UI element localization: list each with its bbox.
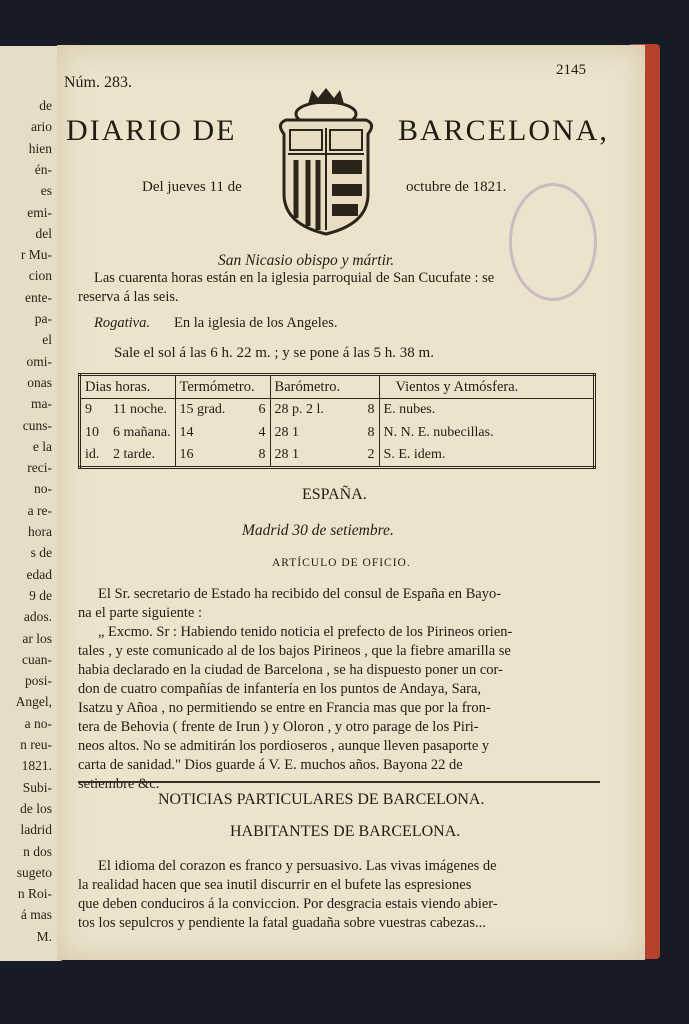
row-thermo: 14 bbox=[179, 424, 194, 440]
row-day: 10 bbox=[85, 424, 99, 440]
row-baro: 28 p. 2 l. bbox=[274, 402, 324, 418]
issue-number: Núm. 283. bbox=[64, 74, 132, 91]
saint-of-day: San Nicasio obispo y mártir. bbox=[218, 252, 395, 269]
row-thermo-fraction: 4 bbox=[258, 424, 266, 440]
subheading-oficio: ARTÍCULO DE OFICIO. bbox=[272, 557, 411, 569]
left-page-fragment: de los bbox=[20, 800, 52, 816]
forty-hours-line-2: reserva á las seis. bbox=[78, 289, 179, 305]
weather-row bbox=[80, 422, 595, 444]
subheading-habitantes: HABITANTES DE BARCELONA. bbox=[230, 823, 461, 840]
text-line: tos los sepulcros y pendiente la fatal guadaña sobre vuestras cabezas... bbox=[78, 915, 486, 931]
row-thermo-fraction: 6 bbox=[258, 402, 266, 418]
left-page-fragment: cuns- bbox=[22, 417, 52, 433]
row-wind: N. N. E. nubecillas. bbox=[383, 424, 494, 440]
left-page-fragment: de bbox=[39, 98, 52, 113]
left-page-fragment: ladrid bbox=[20, 822, 52, 838]
left-page-fragment: én- bbox=[34, 161, 52, 177]
left-page-fragment: M. bbox=[36, 928, 52, 944]
row-wind: E. nubes. bbox=[383, 402, 436, 418]
left-page-fragment: á mas bbox=[20, 907, 52, 923]
text-line: don de cuatro compañías de infantería en los puntos de Andaya, Sara, bbox=[78, 681, 482, 697]
left-page-fragment: ados. bbox=[23, 609, 52, 625]
row-baro-fraction: 2 bbox=[367, 446, 375, 462]
page-number: 2145 bbox=[556, 62, 586, 78]
left-page-fragment: 9 de bbox=[29, 587, 52, 603]
text-line: neos altos. No se admitirán los pordioseros , aunque lleven pasaporte y bbox=[78, 738, 490, 754]
text-line: „ Excmo. Sr : Habiendo tenido noticia el prefecto de los Pirineos orien- bbox=[98, 624, 513, 640]
weather-row bbox=[80, 444, 595, 468]
row-thermo: 16 bbox=[179, 446, 194, 462]
row-day: 9 bbox=[85, 402, 92, 418]
header-barometer: Barómetro. bbox=[270, 375, 379, 399]
left-page-fragment: r Mu- bbox=[20, 247, 52, 263]
left-page-fragment: 1821. bbox=[21, 758, 52, 774]
masthead-title-right: BARCELONA, bbox=[398, 114, 609, 147]
row-thermo-fraction: 8 bbox=[258, 446, 266, 462]
text-line: que deben conduciros á la conviccion. Por desgracia estais viendo abier- bbox=[78, 896, 498, 912]
date-left: Del jueves 11 de bbox=[142, 179, 242, 195]
left-page-fragment: sugeto bbox=[16, 864, 52, 880]
library-stamp bbox=[509, 183, 597, 301]
rogativa-label: Rogativa. bbox=[94, 315, 150, 331]
forty-hours-line-1: Las cuarenta horas están en la iglesia parroquial de San Cucufate : se bbox=[94, 270, 495, 286]
row-hour: 6 mañana. bbox=[113, 424, 171, 440]
espana-article bbox=[78, 585, 602, 794]
text-line: na el parte siguiente : bbox=[78, 605, 203, 621]
left-page-fragment: s de bbox=[30, 545, 52, 561]
row-baro: 28 1 bbox=[274, 446, 300, 462]
left-page-fragment: e la bbox=[32, 438, 52, 454]
left-page-fragment: cuan- bbox=[22, 651, 52, 667]
row-baro-fraction: 8 bbox=[367, 424, 375, 440]
weather-row bbox=[80, 399, 595, 422]
left-page-fragment: ma- bbox=[31, 396, 52, 412]
text-line: El idioma del corazon es franco y persuasivo. Las vivas imágenes de bbox=[98, 858, 497, 874]
noticias-article bbox=[78, 857, 602, 933]
row-day: id. bbox=[85, 446, 100, 462]
left-page-fragment: pa- bbox=[34, 311, 52, 326]
text-line: la realidad hacen que sea inutil discurrir en el bufete las espresiones bbox=[78, 877, 472, 893]
row-hour: 2 tarde. bbox=[113, 446, 155, 462]
left-page-fragment: n reu- bbox=[20, 737, 52, 752]
left-page-fragment: del bbox=[35, 225, 52, 241]
masthead-title-left: DIARIO DE bbox=[66, 114, 237, 147]
left-page-fragment: a no- bbox=[24, 715, 52, 731]
left-page-fragment: edad bbox=[26, 566, 52, 582]
left-page-fragment: emi- bbox=[27, 204, 52, 220]
row-baro: 28 1 bbox=[274, 424, 300, 440]
weather-header-row bbox=[80, 375, 595, 399]
header-winds: Vientos y Atmósfera. bbox=[379, 375, 594, 399]
left-page-fragment: ario bbox=[31, 119, 52, 135]
rogativa-text: En la iglesia de los Angeles. bbox=[174, 315, 338, 331]
section-heading-noticias: NOTICIAS PARTICULARES DE BARCELONA. bbox=[158, 791, 485, 808]
left-page-fragment: hora bbox=[28, 524, 52, 539]
text-line: tales , y este comunicado al de los bajos Pirineos , que la fiebre amarilla se bbox=[78, 643, 511, 659]
row-thermo: 15 grad. bbox=[179, 402, 226, 418]
left-page-fragment: reci- bbox=[27, 460, 52, 476]
text-line: El Sr. secretario de Estado ha recibido del consul de España en Bayo- bbox=[98, 586, 502, 602]
row-wind: S. E. idem. bbox=[383, 446, 446, 462]
left-page-fragment: cion bbox=[28, 268, 52, 284]
text-line: setiembre &c. bbox=[78, 776, 160, 792]
coat-of-arms-icon bbox=[272, 84, 380, 238]
left-page-fragment: ar los bbox=[22, 630, 52, 646]
left-page-fragment: es bbox=[40, 183, 52, 199]
section-heading-espana: ESPAÑA. bbox=[302, 486, 367, 503]
header-thermometer: Termómetro. bbox=[175, 375, 270, 399]
left-page-fragment: Angel, bbox=[15, 694, 52, 710]
left-page-fragment: n Roi- bbox=[17, 886, 52, 902]
left-page-fragment: ente- bbox=[25, 289, 52, 305]
text-line: tera de Behovia ( frente de Irun ) y Oloron , y otro parage de los Piri- bbox=[78, 719, 479, 735]
dateline-madrid: Madrid 30 de setiembre. bbox=[242, 522, 394, 539]
left-page-fragment: onas bbox=[27, 374, 52, 390]
sunrise-sunset: Sale el sol á las 6 h. 22 m. ; y se pone á las 5 h. 38 m. bbox=[114, 345, 434, 361]
date-right: octubre de 1821. bbox=[406, 179, 507, 195]
row-baro-fraction: 8 bbox=[367, 402, 375, 418]
text-line: Isatzu y Añoa , no permitiendo se entre en Francia mas que por la fron- bbox=[78, 700, 491, 716]
left-page-fragment: n dos bbox=[23, 843, 52, 859]
text-line: carta de sanidad." Dios guarde á V. E. muchos años. Bayona 22 de bbox=[78, 757, 463, 773]
left-page-fragment: el bbox=[42, 332, 52, 348]
left-page-fragment: hien bbox=[28, 140, 52, 156]
left-page-fragment: Subi- bbox=[22, 779, 52, 795]
row-hour: 11 noche. bbox=[113, 402, 167, 418]
left-page bbox=[0, 46, 62, 961]
left-page-fragment: no- bbox=[34, 481, 52, 497]
text-line: habia declarado en la ciudad de Barcelona , se ha dispuesto poner un cor- bbox=[78, 662, 503, 678]
weather-table bbox=[78, 373, 596, 469]
left-page-fragment: a re- bbox=[27, 502, 52, 518]
left-page-fragment: omi- bbox=[26, 353, 52, 369]
left-page-fragment: posi- bbox=[25, 673, 52, 689]
section-divider bbox=[78, 781, 600, 783]
header-days-hours: Dias horas. bbox=[80, 375, 176, 399]
